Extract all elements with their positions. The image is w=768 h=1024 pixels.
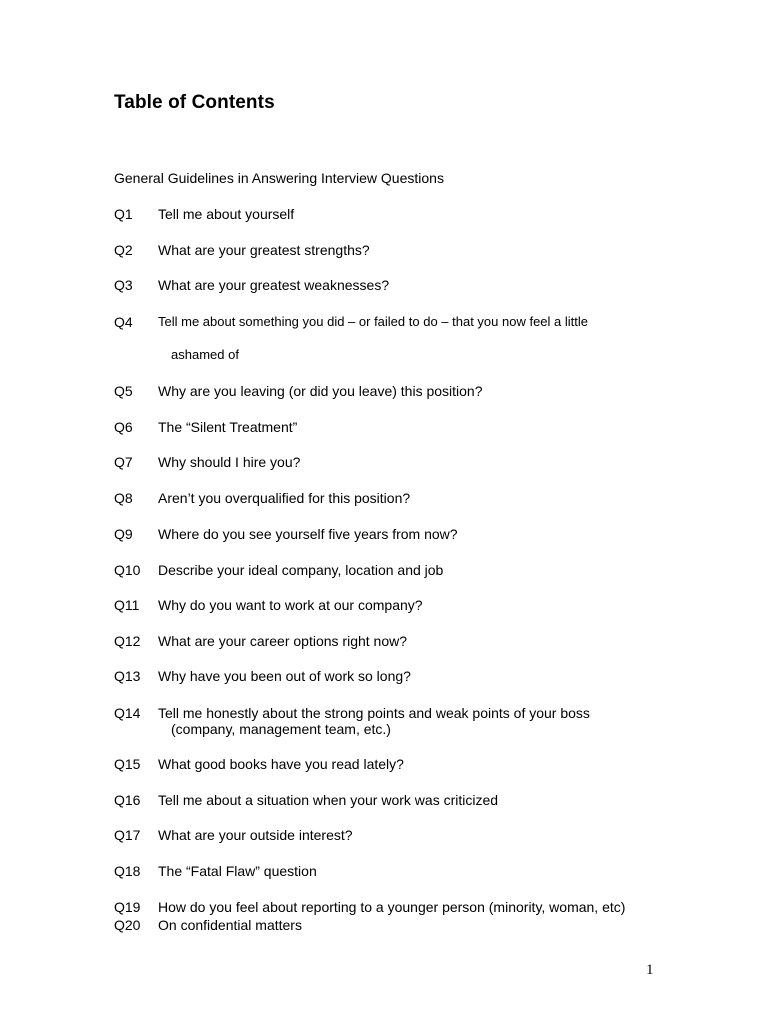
page-title: Table of Contents	[114, 92, 275, 113]
toc-entry-number: Q6	[114, 419, 133, 435]
toc-entry-number: Q9	[114, 526, 133, 542]
toc-entry-number: Q17	[114, 827, 141, 843]
toc-entry-text: Tell me about something you did – or failed to do – that you now feel a little	[158, 314, 588, 329]
toc-entry-number: Q19	[114, 899, 141, 915]
toc-entry-text: Tell me about a situation when your work was criticized	[158, 792, 499, 808]
toc-entry-text-line: Tell me honestly about the strong points and weak points of your boss	[158, 705, 590, 721]
toc-entry-text: On confidential matters	[158, 917, 302, 933]
toc-entry-text: Tell me about yourself	[158, 206, 295, 222]
toc-entry-number: Q13	[114, 668, 141, 684]
toc-entry-number: Q15	[114, 756, 141, 772]
toc-entry-number: Q16	[114, 792, 141, 808]
toc-entry-text: The “Silent Treatment”	[158, 419, 298, 435]
toc-entry-number: Q3	[114, 277, 133, 293]
toc-entry-text: How do you feel about reporting to a younger person (minority, woman, etc)	[158, 899, 626, 915]
toc-entry-text	[158, 705, 658, 737]
toc-entry-number: Q18	[114, 863, 141, 879]
toc-entry-number: Q11	[114, 597, 140, 613]
toc-entry-text: What are your greatest strengths?	[158, 242, 370, 258]
toc-entry-number: Q4	[114, 314, 133, 330]
toc-entry-number: Q12	[114, 633, 141, 649]
toc-entry-text-continuation: (company, management team, etc.)	[171, 721, 391, 737]
toc-entry-text-continuation: ashamed of	[171, 347, 239, 362]
toc-entry-text: Why should I hire you?	[158, 454, 301, 470]
toc-entry-number: Q8	[114, 490, 133, 506]
toc-entry-text: Why are you leaving (or did you leave) this position?	[158, 383, 483, 399]
toc-entry-text: The “Fatal Flaw” question	[158, 863, 317, 879]
toc-entry-text: What are your outside interest?	[158, 827, 353, 843]
toc-entry-text: What good books have you read lately?	[158, 756, 404, 772]
toc-entry-text: What are your career options right now?	[158, 633, 408, 649]
toc-entry-number: Q10	[114, 562, 141, 578]
toc-entry-number: Q2	[114, 242, 133, 258]
toc-entry-text: Where do you see yourself five years from now?	[158, 526, 458, 542]
toc-entry-text: Why do you want to work at our company?	[158, 597, 423, 613]
toc-entry-text: Describe your ideal company, location and job	[158, 562, 444, 578]
toc-entry-number: Q14	[114, 705, 141, 721]
toc-entry-number: Q20	[114, 917, 141, 933]
toc-entry-number: Q1	[114, 206, 133, 222]
page-number: 1	[646, 962, 654, 978]
toc-entry-text: Why have you been out of work so long?	[158, 668, 411, 684]
toc-intro-entry: General Guidelines in Answering Interview Questions	[114, 170, 444, 186]
toc-entry-number: Q5	[114, 383, 133, 399]
toc-entry-text: What are your greatest weaknesses?	[158, 277, 390, 293]
toc-entry-number: Q7	[114, 454, 133, 470]
toc-entry-text: Aren’t you overqualified for this position?	[158, 490, 411, 506]
